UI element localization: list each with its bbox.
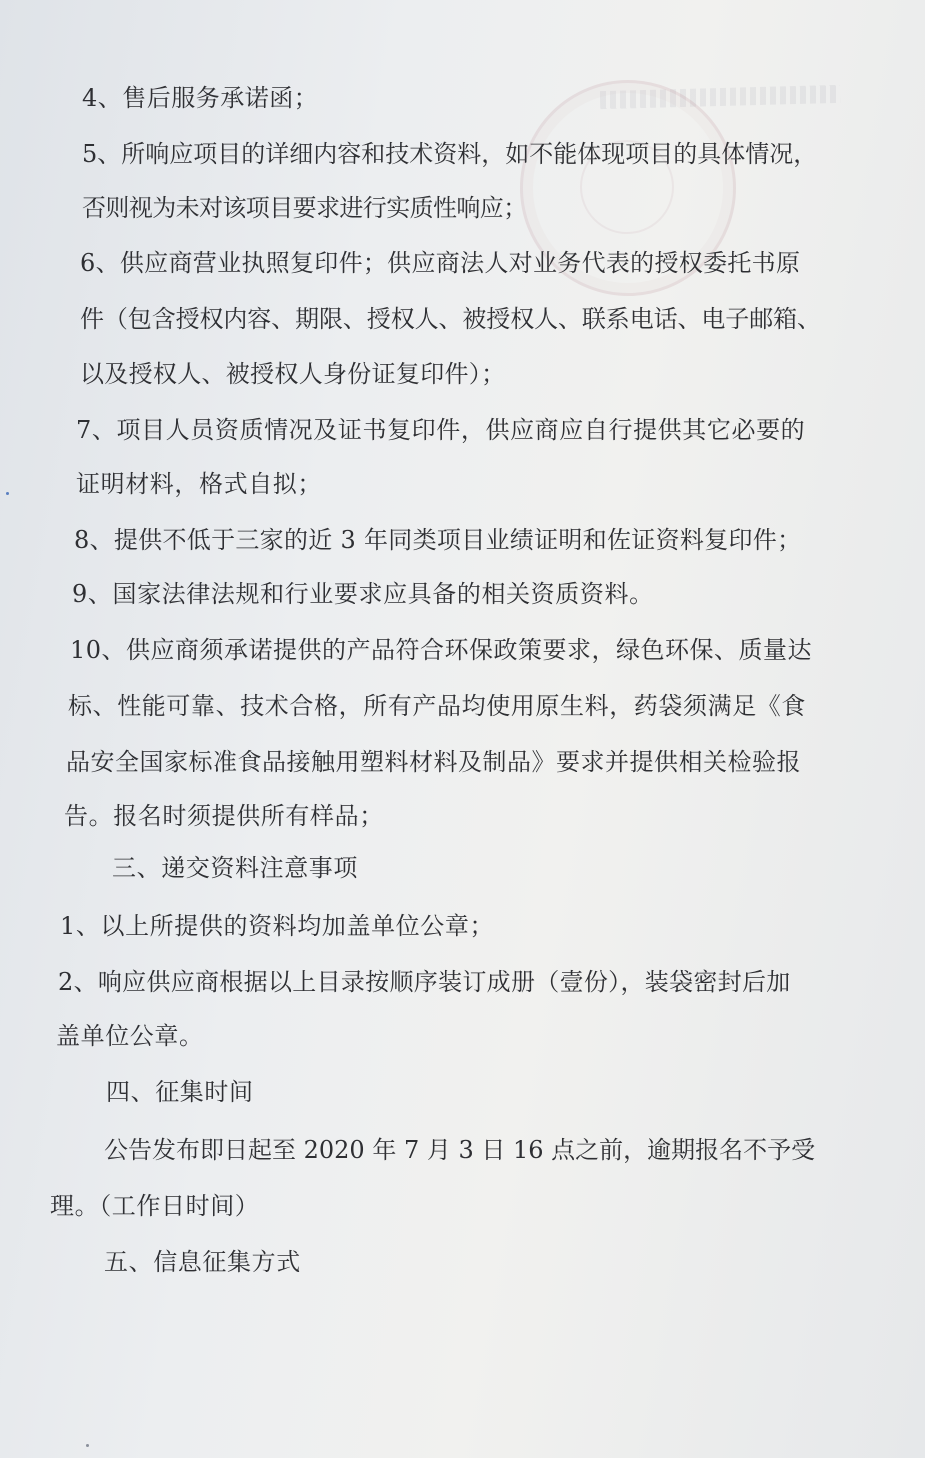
item-10-line-2: 标、性能可靠、技术合格，所有产品均使用原生料，药袋须满足《食 [68,692,806,720]
item-9: 9、国家法律法规和行业要求应具备的相关资质资料。 [72,580,654,608]
item-10-line-4: 告。报名时须提供所有样品； [64,802,384,830]
bleed-through-text [600,85,840,109]
section-4-heading: 四、征集时间 [106,1078,254,1106]
item-6-line-1: 6、供应商营业执照复印件；供应商法人对业务代表的授权委托书原 [80,249,801,277]
item-8: 8、提供不低于三家的近 3 年同类项目业绩证明和佐证资料复印件； [74,526,802,554]
section-3-item-2-line-1: 2、响应供应商根据以上目录按顺序装订成册（壹份），装袋密封后加 [58,968,791,996]
item-10-line-1: 10、供应商须承诺提供的产品符合环保政策要求，绿色环保、质量达 [70,636,813,664]
collection-time-line-1: 公告发布即日起至 2020 年 7 月 3 日 16 点之前，逾期报名不予受 [104,1136,816,1164]
section-3-item-2-line-2: 盖单位公章。 [56,1022,204,1050]
item-4: 4、售后服务承诺函； [82,84,319,112]
section-3-heading: 三、递交资料注意事项 [112,854,358,882]
item-6-line-2: 件（包含授权内容、期限、授权人、被授权人、联系电话、电子邮箱、 [80,305,821,333]
item-7-line-2: 证明材料，格式自拟； [76,470,322,498]
item-7-line-1: 7、项目人员资质情况及证书复印件，供应商应自行提供其它必要的 [76,416,806,444]
margin-dot [6,492,9,495]
item-6-line-3: 以及授权人、被授权人身份证复印件）； [80,360,506,388]
section-5-heading: 五、信息征集方式 [104,1248,301,1276]
item-5-line-1: 5、所响应项目的详细内容和技术资料，如不能体现项目的具体情况， [82,140,818,168]
item-5-line-2: 否则视为未对该项目要求进行实质性响应； [82,194,527,222]
section-3-item-1: 1、以上所提供的资料均加盖单位公章； [60,912,495,940]
margin-dot-lower [86,1444,89,1447]
item-10-line-3: 品安全国家标准食品接触用塑料材料及制品》要求并提供相关检验报 [66,748,801,776]
collection-time-line-2: 理。（工作日时间） [50,1192,260,1220]
